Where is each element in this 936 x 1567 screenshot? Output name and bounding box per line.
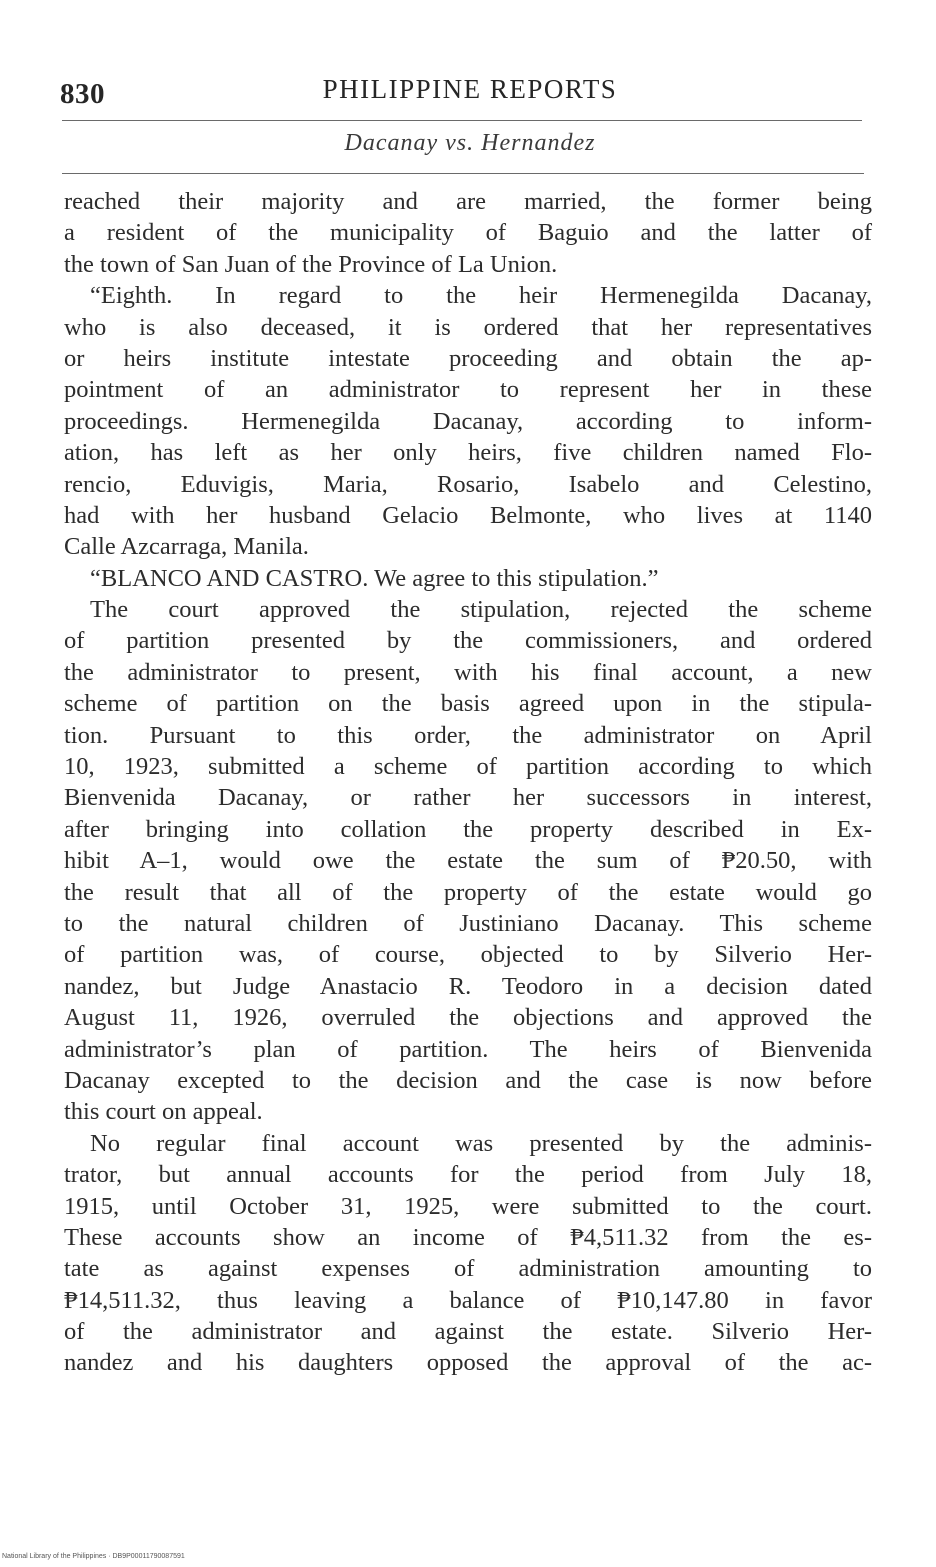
text-line: the town of San Juan of the Province of La Union. [64, 250, 558, 278]
scan-footer-note: National Library of the Philippines · DB9P00011790087591 [2, 1553, 185, 1560]
text-line: after bringing into collation the property described in Ex- [64, 815, 872, 843]
text-line: Bienvenida Dacanay, or rather her successors in interest, [64, 784, 872, 812]
text-line: or heirs institute intestate proceeding and obtain the ap- [64, 344, 872, 372]
text-line: nandez and his daughters opposed the approval of the ac- [64, 1349, 872, 1377]
header-rule-bottom [62, 173, 864, 174]
text-line: tion. Pursuant to this order, the administrator on April [64, 721, 872, 749]
text-line: No regular final account was presented by the adminis- [90, 1129, 872, 1157]
text-line: ₱14,511.32, thus leaving a balance of ₱10,147.80 in favor [64, 1286, 872, 1314]
text-line: reached their majority and are married, the former being [64, 188, 872, 215]
text-line: August 11, 1926, overruled the objections and approved the [64, 1004, 872, 1032]
text-line: hibit A–1, would owe the estate the sum of ₱20.50, with [64, 847, 872, 875]
text-line: The court approved the stipulation, rejected the scheme [90, 596, 872, 624]
case-title: Dacanay vs. Hernandez [344, 130, 596, 156]
text-line: had with her husband Gelacio Belmonte, who lives at 1140 [64, 501, 872, 529]
text-line: the result that all of the property of the estate would go [64, 878, 872, 906]
text-line: nandez, but Judge Anastacio R. Teodoro in a decision dated [64, 972, 872, 1000]
running-head: PHILIPPINE REPORTS [322, 74, 618, 104]
text-line: “Eighth. In regard to the heir Hermenegilda Dacanay, [90, 282, 872, 310]
page-number: 830 [60, 78, 105, 110]
text-line: tate as against expenses of administration amounting to [64, 1255, 872, 1283]
text-line: who is also deceased, it is ordered that her representatives [64, 313, 872, 341]
text-line: “BLANCO AND CASTRO. We agree to this stipulation.” [90, 564, 659, 592]
header-rule-top [62, 120, 862, 121]
text-line: 1915, until October 31, 1925, were submitted to the court. [64, 1192, 872, 1220]
text-line: scheme of partition on the basis agreed upon in the stipula- [64, 690, 872, 718]
text-line: trator, but annual accounts for the period from July 18, [64, 1161, 872, 1189]
text-line: this court on appeal. [64, 1098, 263, 1126]
text-line: a resident of the municipality of Baguio and the latter of [64, 219, 872, 247]
text-line: 10, 1923, submitted a scheme of partition according to which [64, 753, 872, 781]
text-line: of partition was, of course, objected to by Silverio Her- [64, 941, 872, 969]
text-line: the administrator to present, with his final account, a new [64, 658, 872, 686]
text-line: These accounts show an income of ₱4,511.32 from the es- [64, 1223, 872, 1251]
body-text [64, 186, 872, 1379]
text-line: pointment of an administrator to represent her in these [64, 376, 872, 404]
text-line: administrator’s plan of partition. The heirs of Bienvenida [64, 1035, 872, 1063]
text-line: of the administrator and against the estate. Silverio Her- [64, 1318, 872, 1346]
text-line: Dacanay excepted to the decision and the case is now before [64, 1066, 872, 1094]
text-line: Calle Azcarraga, Manila. [64, 533, 309, 561]
text-line: ation, has left as her only heirs, five children named Flo- [64, 439, 872, 467]
text-line: of partition presented by the commissioners, and ordered [64, 627, 872, 655]
text-line: rencio, Eduvigis, Maria, Rosario, Isabelo and Celestino, [64, 470, 872, 498]
text-line: to the natural children of Justiniano Dacanay. This scheme [64, 909, 872, 937]
text-line: proceedings. Hermenegilda Dacanay, according to inform- [64, 407, 872, 435]
